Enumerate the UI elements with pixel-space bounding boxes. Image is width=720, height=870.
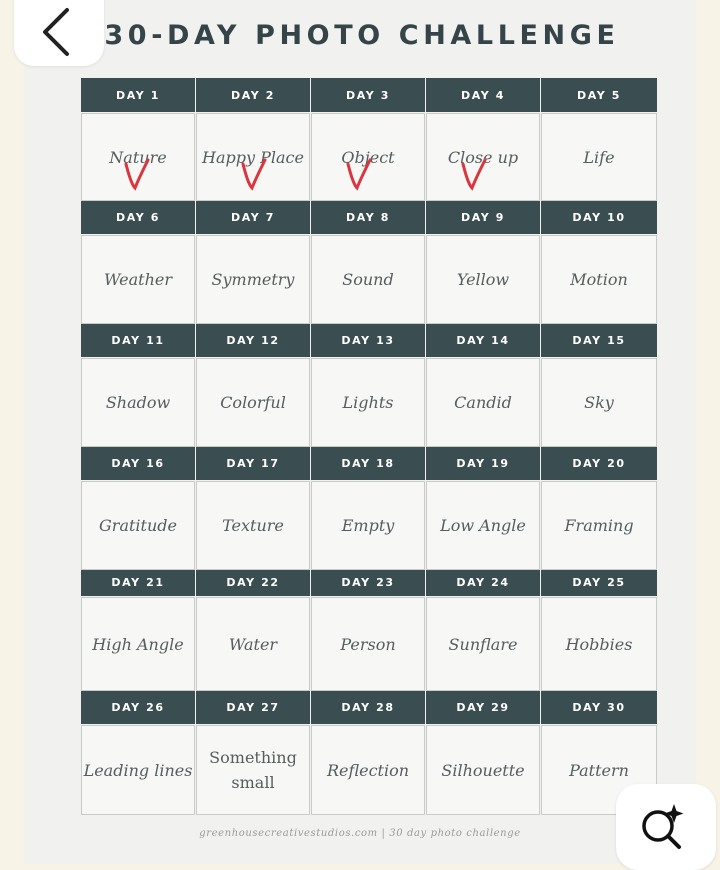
prompt-cell — [311, 113, 425, 201]
day-label: DAY 8 — [311, 200, 425, 234]
prompt-cell — [311, 725, 425, 815]
prompt-row — [81, 113, 658, 199]
day-header-row — [81, 323, 658, 357]
prompt-text: Texture — [222, 516, 284, 535]
prompt-text: Framing — [564, 516, 634, 535]
day-label: DAY 1 — [81, 78, 195, 112]
prompt-text: Lights — [342, 393, 394, 412]
prompt-text: Sound — [342, 270, 394, 289]
prompt-cell — [311, 358, 425, 447]
prompt-row — [81, 358, 658, 445]
prompt-cell — [426, 113, 540, 201]
prompt-cell — [81, 113, 195, 201]
day-label: DAY 25 — [541, 569, 657, 596]
prompt-text: Empty — [341, 516, 395, 535]
prompt-cell — [196, 358, 310, 447]
prompt-text: Something small — [209, 748, 297, 792]
day-label: DAY 27 — [196, 690, 310, 724]
prompt-cell — [541, 113, 657, 201]
prompt-cell — [426, 481, 540, 570]
prompt-text: Water — [228, 634, 278, 654]
prompt-row — [81, 235, 658, 322]
visual-search-button[interactable] — [616, 784, 716, 870]
day-label: DAY 29 — [426, 690, 540, 724]
prompt-text: Colorful — [220, 393, 286, 412]
day-label: DAY 21 — [81, 569, 195, 596]
prompt-cell — [196, 725, 310, 815]
prompt-text: Close up — [447, 147, 519, 167]
day-label: DAY 24 — [426, 569, 540, 596]
prompt-row — [81, 725, 658, 813]
prompt-cell — [196, 113, 310, 201]
prompt-cell — [81, 358, 195, 447]
day-label: DAY 14 — [426, 323, 540, 357]
prompt-cell — [311, 481, 425, 570]
prompt-cell — [426, 235, 540, 324]
day-label: DAY 28 — [311, 690, 425, 724]
day-header-row — [81, 569, 658, 596]
prompt-cell — [196, 481, 310, 570]
day-label: DAY 13 — [311, 323, 425, 357]
prompt-text: Person — [340, 634, 396, 654]
day-label: DAY 2 — [196, 78, 310, 112]
prompt-text: Weather — [104, 270, 172, 289]
prompt-text: Reflection — [326, 760, 410, 780]
day-label: DAY 7 — [196, 200, 310, 234]
day-label: DAY 18 — [311, 446, 425, 480]
day-label: DAY 26 — [81, 690, 195, 724]
prompt-text: Sunflare — [448, 634, 518, 654]
prompt-cell — [541, 597, 657, 691]
day-label: DAY 6 — [81, 200, 195, 234]
prompt-cell — [81, 597, 195, 691]
day-label: DAY 10 — [541, 200, 657, 234]
day-label: DAY 3 — [311, 78, 425, 112]
day-header-row — [81, 78, 658, 112]
prompt-cell — [81, 235, 195, 324]
prompt-text: Life — [583, 147, 615, 167]
day-header-row — [81, 690, 658, 724]
prompt-text: Motion — [570, 270, 628, 289]
prompt-row — [81, 481, 658, 568]
day-label: DAY 23 — [311, 569, 425, 596]
day-label: DAY 15 — [541, 323, 657, 357]
prompt-cell — [426, 725, 540, 815]
day-label: DAY 12 — [196, 323, 310, 357]
prompt-cell — [541, 358, 657, 447]
day-label: DAY 11 — [81, 323, 195, 357]
day-label: DAY 9 — [426, 200, 540, 234]
prompt-text: Hobbies — [565, 634, 633, 654]
day-header-row — [81, 446, 658, 480]
prompt-text: Silhouette — [441, 760, 525, 780]
day-label: DAY 17 — [196, 446, 310, 480]
prompt-text: Candid — [454, 393, 512, 412]
prompt-cell — [196, 597, 310, 691]
prompt-text: Yellow — [456, 270, 510, 289]
prompt-text: Shadow — [105, 393, 171, 412]
prompt-cell — [311, 597, 425, 691]
prompt-cell — [541, 481, 657, 570]
prompt-cell — [426, 597, 540, 691]
page-title: 30-DAY PHOTO CHALLENGE — [104, 20, 620, 51]
prompt-cell — [81, 725, 195, 815]
day-label: DAY 30 — [541, 690, 657, 724]
prompt-text: Leading lines — [83, 760, 193, 780]
footer-credit: greenhousecreativestudios.com | 30 day photo challenge — [199, 828, 521, 839]
magnify-sparkle-icon — [638, 800, 688, 850]
prompt-text: Object — [341, 147, 395, 167]
day-label: DAY 19 — [426, 446, 540, 480]
prompt-cell — [81, 481, 195, 570]
prompt-cell — [541, 235, 657, 324]
challenge-grid — [81, 78, 658, 813]
day-label: DAY 20 — [541, 446, 657, 480]
day-header-row — [81, 200, 658, 234]
prompt-text: Pattern — [569, 760, 629, 780]
day-label: DAY 5 — [541, 78, 657, 112]
day-label: DAY 4 — [426, 78, 540, 112]
prompt-cell — [426, 358, 540, 447]
prompt-text: Happy Place — [202, 147, 304, 167]
prompt-text: Nature — [109, 147, 167, 167]
prompt-text: Gratitude — [99, 516, 177, 535]
prompt-text: Symmetry — [211, 270, 295, 289]
prompt-text: Sky — [584, 393, 614, 412]
day-label: DAY 22 — [196, 569, 310, 596]
prompt-row — [81, 597, 658, 689]
prompt-cell — [196, 235, 310, 324]
prompt-text: High Angle — [92, 634, 184, 654]
prompt-text: Low Angle — [440, 516, 526, 535]
day-label: DAY 16 — [81, 446, 195, 480]
prompt-cell — [311, 235, 425, 324]
